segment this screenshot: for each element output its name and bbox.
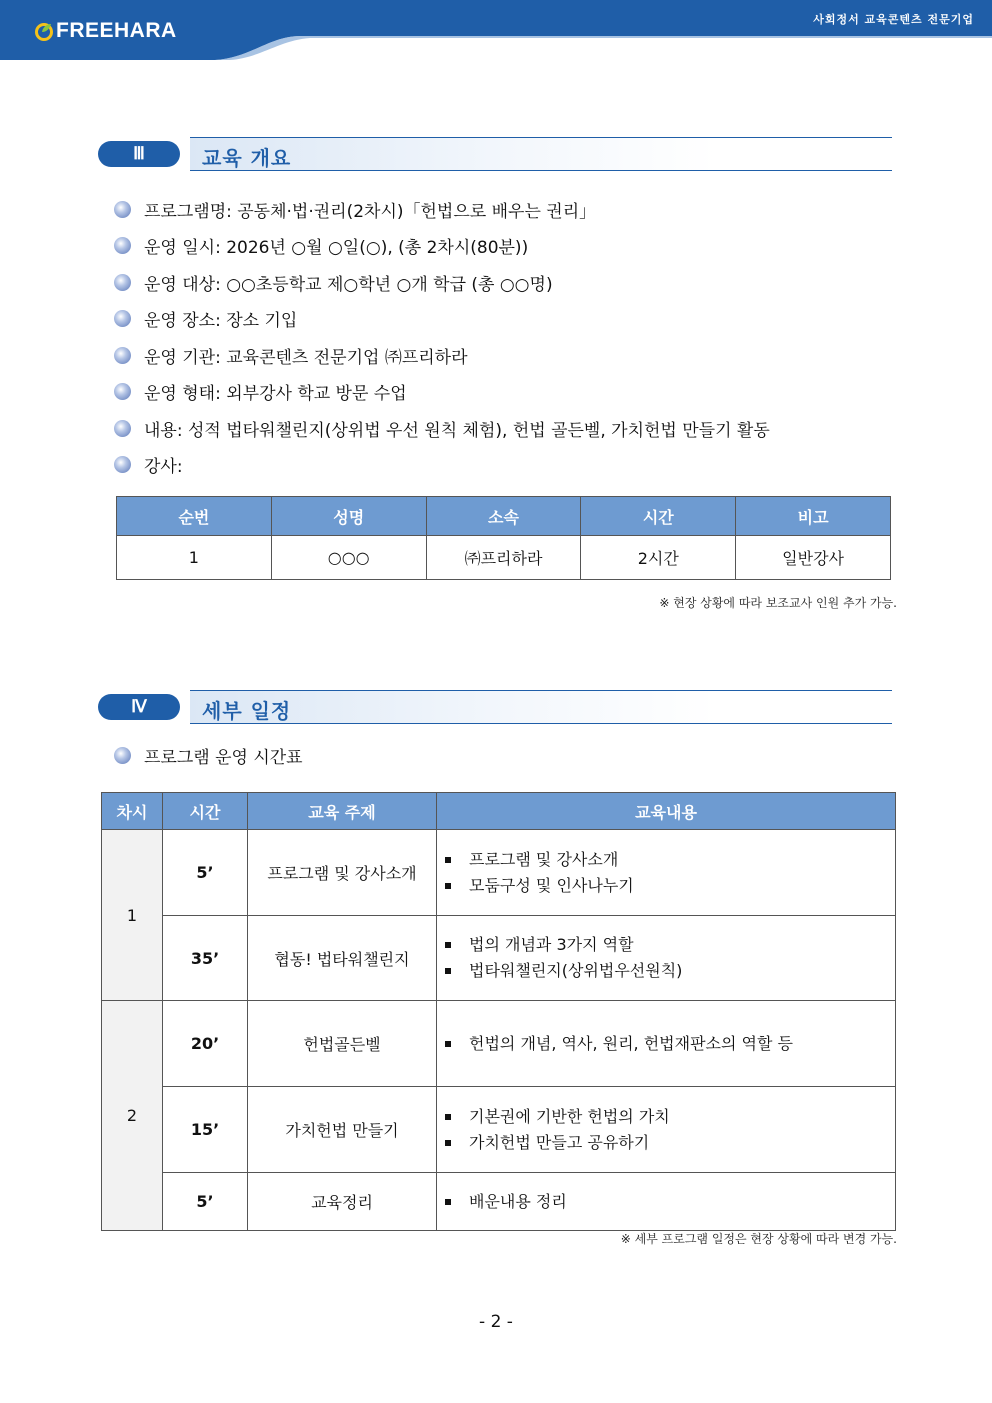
topic-cell: 협동! 법타워챌린지 — [248, 916, 437, 1001]
bullet-icon — [114, 747, 131, 764]
content-item: 배운내용 정리 — [445, 1189, 894, 1215]
table-row — [102, 1173, 896, 1231]
column-header: 비고 — [736, 497, 891, 536]
overview-list — [114, 191, 770, 483]
section-4-number-badge: Ⅳ — [98, 694, 180, 720]
table-header-row — [117, 497, 891, 536]
section-3-title-bar — [190, 137, 892, 171]
table-cell: 일반강사 — [736, 536, 891, 580]
section-3-heading — [98, 137, 892, 171]
square-bullet-icon — [445, 968, 451, 974]
section-4-title-bar — [190, 690, 892, 724]
freehara-logo — [34, 18, 177, 44]
list-item: 프로그램명: 공동체·법·권리(2차시)「헌법으로 배우는 권리」 — [114, 191, 770, 228]
table-row — [102, 916, 896, 1001]
list-item: 운영 형태: 외부강사 학교 방문 수업 — [114, 374, 770, 411]
topic-cell: 교육정리 — [248, 1173, 437, 1231]
time-cell: 35’ — [163, 916, 248, 1001]
square-bullet-icon — [445, 1041, 451, 1047]
column-header: 소속 — [426, 497, 581, 536]
schedule-note: ※ 세부 프로그램 일정은 현장 상황에 따라 변경 가능. — [620, 1232, 897, 1246]
table-cell: ○○○ — [271, 536, 426, 580]
table-cell: 1 — [117, 536, 272, 580]
content-cell — [437, 830, 896, 916]
bullet-icon — [114, 456, 131, 473]
content-item: 모둠구성 및 인사나누기 — [445, 873, 894, 899]
column-header: 성명 — [271, 497, 426, 536]
square-bullet-icon — [445, 1114, 451, 1120]
schedule-table — [101, 792, 896, 1231]
bullet-icon — [114, 420, 131, 437]
table-header-row — [102, 793, 896, 830]
topic-cell: 가치헌법 만들기 — [248, 1087, 437, 1173]
schedule-list — [114, 737, 303, 774]
square-bullet-icon — [445, 1140, 451, 1146]
instructor-table — [116, 496, 891, 580]
instructor-note: ※ 현장 상황에 따라 보조교사 인원 추가 가능. — [659, 596, 897, 610]
table-row — [117, 536, 891, 580]
session-cell: 1 — [102, 830, 163, 1001]
header-tagline: 사회정서 교육콘텐츠 전문기업 — [813, 13, 974, 26]
section-4-title: 세부 일정 — [202, 699, 292, 723]
content-item: 프로그램 및 강사소개 — [445, 847, 894, 873]
topic-cell: 프로그램 및 강사소개 — [248, 830, 437, 916]
column-header: 교육 주제 — [248, 793, 437, 830]
page-number: - 2 - — [479, 1312, 513, 1332]
section-3-title: 교육 개요 — [202, 146, 292, 170]
column-header: 차시 — [102, 793, 163, 830]
content-cell — [437, 1001, 896, 1087]
bullet-icon — [114, 383, 131, 400]
list-item: 프로그램 운영 시간표 — [114, 737, 303, 774]
table-row — [102, 1087, 896, 1173]
content-cell — [437, 1087, 896, 1173]
time-cell: 5’ — [163, 1173, 248, 1231]
bullet-icon — [114, 347, 131, 364]
leaf-logo-icon — [34, 21, 54, 41]
bullet-icon — [114, 274, 131, 291]
time-cell: 5’ — [163, 830, 248, 916]
column-header: 시간 — [581, 497, 736, 536]
square-bullet-icon — [445, 942, 451, 948]
square-bullet-icon — [445, 1199, 451, 1205]
logo-text: FREEHARA — [56, 19, 177, 42]
session-cell: 2 — [102, 1001, 163, 1231]
topic-cell: 헌법골든벨 — [248, 1001, 437, 1087]
list-item: 운영 장소: 장소 기입 — [114, 301, 770, 338]
table-row — [102, 830, 896, 916]
content-item: 기본권에 기반한 헌법의 가치 — [445, 1104, 894, 1130]
list-item: 내용: 성적 법타워챌린지(상위법 우선 원칙 체험), 헌법 골든벨, 가치헌법 만들기 활동 — [114, 410, 770, 447]
section-3-number-badge: Ⅲ — [98, 141, 180, 167]
column-header: 시간 — [163, 793, 248, 830]
content-cell — [437, 1173, 896, 1231]
content-item: 헌법의 개념, 역사, 원리, 헌법재판소의 역할 등 — [445, 1031, 894, 1057]
list-item: 강사: — [114, 447, 770, 484]
square-bullet-icon — [445, 857, 451, 863]
list-item: 운영 일시: 2026년 ○월 ○일(○), (총 2차시(80분)) — [114, 228, 770, 265]
content-item: 법의 개념과 3가지 역할 — [445, 932, 894, 958]
column-header: 교육내용 — [437, 793, 896, 830]
time-cell: 20’ — [163, 1001, 248, 1087]
table-cell: ㈜프리하라 — [426, 536, 581, 580]
content-item: 가치헌법 만들고 공유하기 — [445, 1130, 894, 1156]
bullet-icon — [114, 310, 131, 327]
list-item: 운영 기관: 교육콘텐츠 전문기업 ㈜프리하라 — [114, 337, 770, 374]
section-4-heading — [98, 690, 892, 724]
list-item: 운영 대상: ○○초등학교 제○학년 ○개 학급 (총 ○○명) — [114, 264, 770, 301]
bullet-icon — [114, 201, 131, 218]
table-cell: 2시간 — [581, 536, 736, 580]
content-item: 법타워챌린지(상위법우선원칙) — [445, 958, 894, 984]
bullet-icon — [114, 237, 131, 254]
content-cell — [437, 916, 896, 1001]
time-cell: 15’ — [163, 1087, 248, 1173]
square-bullet-icon — [445, 883, 451, 889]
column-header: 순번 — [117, 497, 272, 536]
page-header — [0, 0, 992, 62]
table-row — [102, 1001, 896, 1087]
